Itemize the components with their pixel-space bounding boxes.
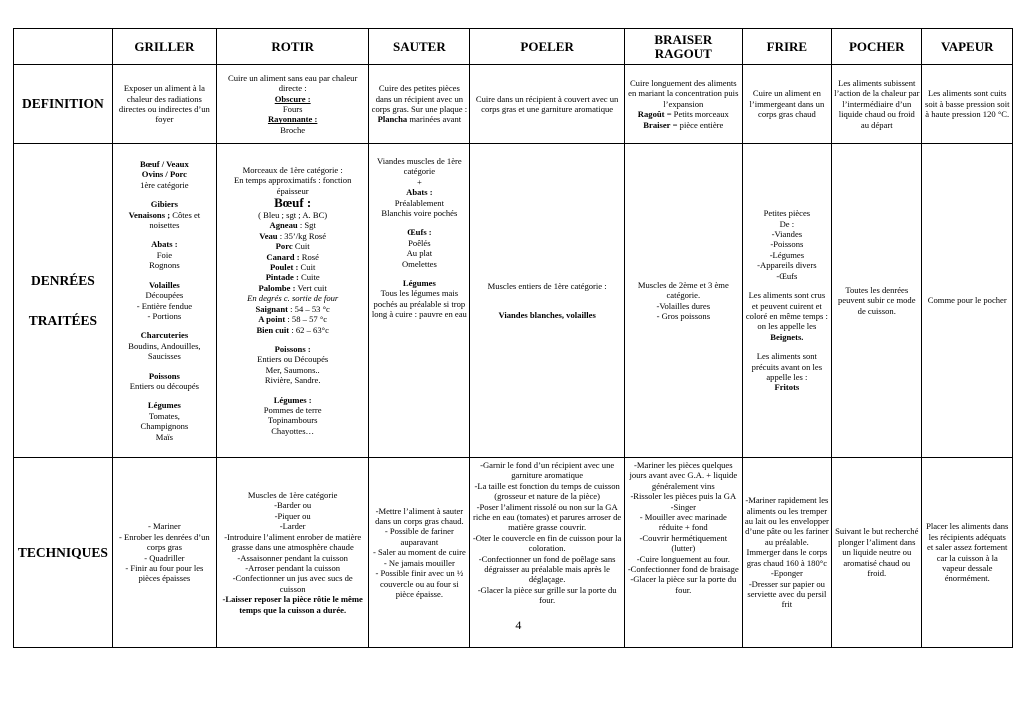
col-header-braiser bbox=[624, 29, 742, 65]
denrees-frire-precuits: Les aliments sont précuits avant on les appelle les : bbox=[751, 351, 823, 382]
denrees-sauter-auplat: Au plat bbox=[406, 248, 433, 259]
techniques-braiser bbox=[624, 458, 742, 648]
denrees-rotir-pintade-key: Pintade : bbox=[265, 272, 299, 283]
techniques-griller-item: - Enrober les denrées d’un corps gras bbox=[119, 531, 210, 553]
denrees-griller-gibiers: Gibiers bbox=[150, 199, 178, 210]
col-header-sauter: SAUTER bbox=[369, 29, 470, 65]
col-header-griller: GRILLER bbox=[112, 29, 216, 65]
techniques-sauter-item: - Possible de fariner auparavant bbox=[384, 526, 454, 547]
denrees-braiser-gros: - Gros poissons bbox=[656, 310, 711, 321]
denrees-rotir-veau-value: : 35’/kg Rosé bbox=[279, 230, 327, 241]
denrees-griller-tomates: Tomates, bbox=[148, 410, 180, 421]
denrees-sauter-poeles: Poêlés bbox=[408, 237, 431, 248]
definition-braiser-value: = pièce entière bbox=[672, 119, 724, 130]
denrees-rotir-porc-value: Cuit bbox=[294, 241, 310, 252]
denrees-sauter-blanchis: Blanchis voire pochés bbox=[381, 208, 458, 219]
techniques-braiser-item: - Mouiller avec marinade réduite + fond bbox=[639, 512, 727, 533]
denrees-rotir-riviere: Rivière, Sandre. bbox=[264, 375, 321, 386]
definition-sauter-plancha: Plancha bbox=[377, 114, 408, 125]
techniques-braiser-item: -Cuire longuement au four. bbox=[636, 553, 730, 564]
techniques-row bbox=[14, 458, 1013, 648]
denrees-sauter-viandes: Viandes muscles de 1ère catégorie bbox=[377, 156, 462, 177]
techniques-rotir-laisser: -Laisser reposer la pièce rôtie le même temps que la cuisson a durée. bbox=[222, 594, 363, 615]
denrees-sauter bbox=[369, 144, 470, 458]
techniques-rotir-muscles: Muscles de 1ère catégorie bbox=[247, 490, 338, 501]
denrees-frire-poissons: -Poissons bbox=[770, 239, 804, 250]
denrees-row bbox=[14, 144, 1013, 458]
denrees-sauter-abats: Abats : bbox=[406, 187, 433, 198]
techniques-sauter-item: -Mettre l’aliment à sauter dans un corps gras chaud. bbox=[375, 505, 464, 527]
row-header-denrees-line2: TRAITÉES bbox=[28, 312, 98, 328]
denrees-sauter-tous: Tous les légumes mais pochés au préalable si trop long à cuire : pauvre en eau bbox=[371, 288, 467, 320]
denrees-braiser bbox=[624, 144, 742, 458]
denrees-sauter-omelettes: Omelettes bbox=[401, 258, 437, 269]
techniques-rotir-piquer: -Piquer ou bbox=[274, 510, 311, 521]
denrees-griller-entiers: Entiers ou découpés bbox=[129, 380, 199, 391]
techniques-griller-item: - Mariner bbox=[148, 521, 181, 532]
denrees-griller-volailles: Volailles bbox=[149, 279, 180, 290]
denrees-griller-entiere: - Entière fendue bbox=[136, 300, 193, 311]
row-header-techniques: TECHNIQUES bbox=[14, 458, 113, 648]
denrees-griller-venaisons-value: Côtes et noisettes bbox=[149, 209, 201, 231]
definition-rotir-rayonnante: Rayonnante : bbox=[267, 114, 318, 125]
denrees-griller-venaisons-key: Venaisons ; bbox=[128, 209, 171, 220]
denrees-frire-petites: Petites pièces bbox=[763, 208, 811, 219]
techniques-braiser-item: -Couvrir hermétiquement (lutter) bbox=[639, 532, 728, 554]
denrees-rotir-chayottes: Chayottes… bbox=[271, 425, 315, 436]
techniques-pocher: Suivant le but recherché plonger l’aliment dans un liquide neutre ou aromatisé chaud ou froid. bbox=[832, 458, 922, 648]
techniques-rotir-confectionner: -Confectionner un jus avec sucs de cuisson bbox=[232, 573, 353, 594]
denrees-braiser-muscles: Muscles de 2ème et 3 ème catégorie. bbox=[637, 279, 729, 301]
denrees-rotir-pintade-value: Cuite bbox=[301, 272, 320, 283]
techniques-rotir-barder: -Barder ou bbox=[274, 500, 312, 511]
techniques-sauter-item: - Ne jamais mouiller bbox=[383, 557, 455, 568]
denrees-griller-rognons: Rognons bbox=[149, 260, 180, 271]
denrees-griller-foie: Foie bbox=[156, 249, 173, 260]
corner-cell bbox=[14, 29, 113, 65]
denrees-griller-boeuf-veaux: Bœuf / Veaux bbox=[140, 159, 189, 170]
row-header-definition: DEFINITION bbox=[14, 65, 113, 144]
col-header-frire: FRIRE bbox=[742, 29, 831, 65]
techniques-poeler-item: -Confectionner un fond de poêlage sans dégraisser au préalable mais après le déglaçage. bbox=[478, 553, 616, 585]
denrees-rotir-degres: En degrés c. sortie de four bbox=[247, 293, 339, 304]
denrees-frire-crus: Les aliments sont crus et peuvent cuirent et coloré en même temps : on les appelle les bbox=[745, 290, 828, 332]
col-header-braiser-line1: BRAISER bbox=[654, 31, 713, 47]
denrees-griller-boudins: Boudins, Andouilles, Saucisses bbox=[128, 340, 201, 362]
definition-braiser bbox=[624, 65, 742, 144]
denrees-griller-ovins-porc: Ovins / Porc bbox=[141, 169, 187, 180]
denrees-rotir-boeuf-detail: ( Bleu ; sgt ; A. BC) bbox=[258, 210, 328, 221]
denrees-rotir-apoint-value: : 58 – 57 °c bbox=[287, 314, 328, 325]
definition-vapeur: Les aliments sont cuits soit à basse pression soit à haute pression 120 °C. bbox=[922, 65, 1013, 144]
denrees-rotir-pommes: Pommes de terre bbox=[263, 404, 322, 415]
denrees-pocher: Toutes les denrées peuvent subir ce mode de cuisson. bbox=[832, 144, 922, 458]
denrees-frire-fritots: Fritots bbox=[774, 382, 800, 393]
denrees-rotir-poulet-value: Cuit bbox=[300, 262, 316, 273]
denrees-rotir-topinambours: Topinambours bbox=[267, 415, 318, 426]
definition-ragout-value: = Petits morceaux bbox=[666, 109, 729, 120]
denrees-poeler-muscles: Muscles entiers de 1ère catégorie : bbox=[487, 281, 607, 292]
denrees-rotir-veau-key: Veau bbox=[259, 230, 278, 241]
definition-poeler: Cuire dans un récipient à couvert avec un corps gras et une garniture aromatique bbox=[470, 65, 625, 144]
techniques-braiser-item: -Singer bbox=[670, 501, 696, 512]
denrees-rotir-saignant-value: : 54 – 53 °c bbox=[290, 303, 330, 314]
denrees-braiser-volailles: -Volailles dures bbox=[656, 300, 711, 311]
denrees-griller-charcuteries: Charcuteries bbox=[140, 330, 189, 341]
techniques-sauter bbox=[369, 458, 470, 648]
techniques-poeler-item: -Oter le couvercle en fin de cuisson pour la coloration. bbox=[472, 532, 622, 554]
techniques-griller bbox=[112, 458, 216, 648]
techniques-frire-item: Immerger dans le corps gras chaud 160 à 180°c bbox=[746, 547, 828, 568]
denrees-poeler bbox=[470, 144, 625, 458]
page-number: 4 bbox=[515, 618, 522, 632]
definition-rotir-broche: Broche bbox=[280, 124, 306, 135]
definition-braiser-key: Braiser bbox=[643, 119, 671, 130]
techniques-braiser-item: -Confectionner fond de braisage bbox=[627, 564, 739, 575]
definition-griller: Exposer un aliment à la chaleur des radiations directes ou indirectes d’un foyer bbox=[112, 65, 216, 144]
denrees-rotir-palombe-key: Palombe : bbox=[258, 282, 296, 293]
denrees-griller-premiere-cat: 1ère catégorie bbox=[140, 179, 189, 190]
techniques-braiser-item: -Rissoler les pièces puis la GA bbox=[630, 491, 737, 502]
techniques-sauter-item: - Saler au moment de cuire bbox=[372, 547, 466, 558]
techniques-poeler-item: -La taille est fonction du temps de cuisson (grosseur et nature de la pièce) bbox=[474, 480, 620, 502]
definition-rotir-obscure: Obscure : bbox=[274, 93, 311, 104]
denrees-frire bbox=[742, 144, 831, 458]
col-header-braiser-line2: RAGOUT bbox=[654, 45, 712, 61]
techniques-braiser-item: -Glacer la pièce sur la porte du four. bbox=[630, 574, 737, 595]
techniques-frire-item: -Eponger bbox=[770, 568, 803, 579]
col-header-vapeur: VAPEUR bbox=[922, 29, 1013, 65]
col-header-pocher: POCHER bbox=[832, 29, 922, 65]
definition-sauter bbox=[369, 65, 470, 144]
denrees-frire-viandes: -Viandes bbox=[771, 229, 803, 240]
techniques-poeler-item: -Garnir le fond d’un récipient avec une garniture aromatique bbox=[480, 460, 615, 481]
denrees-rotir-saignant-key: Saignant bbox=[255, 303, 288, 314]
col-header-rotir: ROTIR bbox=[216, 29, 368, 65]
header-row bbox=[14, 29, 1013, 65]
denrees-sauter-oeufs: Œufs : bbox=[407, 227, 432, 238]
definition-pocher: Les aliments subissent l’action de la chaleur par l’intermédiaire d’un liquide chaud ou froid au départ bbox=[832, 65, 922, 144]
denrees-rotir-legumes: Légumes : bbox=[273, 394, 312, 405]
techniques-frire bbox=[742, 458, 831, 648]
denrees-rotir-mer: Mer, Saumons.. bbox=[265, 364, 320, 375]
denrees-poeler-viandes: Viandes blanches, volailles bbox=[498, 309, 596, 320]
denrees-griller-portions: - Portions bbox=[147, 310, 182, 321]
denrees-griller-legumes: Légumes bbox=[147, 400, 181, 411]
denrees-griller bbox=[112, 144, 216, 458]
denrees-frire-legumes: -Légumes bbox=[769, 249, 805, 260]
denrees-rotir-canard-key: Canard : bbox=[266, 251, 300, 262]
denrees-griller-poissons: Poissons bbox=[148, 370, 180, 381]
definition-rotir bbox=[216, 65, 368, 144]
denrees-rotir-biencuit-key: Bien cuit bbox=[256, 324, 290, 335]
techniques-frire-item: -Mariner rapidement les aliments ou les tremper au lait ou les envelopper d’une pâte ou les fariner au préalable. bbox=[744, 495, 829, 547]
denrees-rotir-morceaux: Morceaux de 1ère catégorie : bbox=[242, 164, 343, 175]
definition-sauter-rest: marinées avant bbox=[409, 114, 462, 125]
techniques-rotir-assaisonner: -Assaisonner pendant la cuisson bbox=[237, 552, 348, 563]
definition-ragout-key: Ragoût bbox=[637, 109, 665, 120]
denrees-griller-champignons: Champignons bbox=[140, 421, 189, 432]
row-header-denrees-line1: DENRÉES bbox=[31, 272, 95, 288]
denrees-frire-beignets: Beignets. bbox=[770, 331, 804, 342]
denrees-sauter-prealablement: Préalablement bbox=[394, 197, 444, 208]
denrees-frire-de: De : bbox=[779, 218, 795, 229]
techniques-griller-item: - Quadriller bbox=[144, 552, 185, 563]
techniques-frire-item: -Dresser sur papier ou serviette avec du persil frit bbox=[747, 578, 827, 610]
denrees-griller-decoupees: Découpées bbox=[145, 290, 184, 301]
techniques-poeler-item: -Glacer la pièce sur grille sur la porte du four. bbox=[477, 584, 617, 606]
denrees-rotir-palombe-value: Vert cuit bbox=[297, 282, 327, 293]
techniques-sauter-item: - Possible finir avec un ½ couvercle ou au four si pièce épaisse. bbox=[375, 568, 464, 599]
row-header-denrees bbox=[14, 144, 113, 458]
definition-frire: Cuire un aliment en l’immergeant dans un corps gras chaud bbox=[742, 65, 831, 144]
techniques-poeler bbox=[470, 458, 625, 648]
denrees-griller-mais: Maïs bbox=[155, 431, 173, 442]
col-header-poeler: POELER bbox=[470, 29, 625, 65]
techniques-vapeur: Placer les aliments dans les récipients adéquats et saler assez fortement car la cuisson à la vapeur dessale énormément. bbox=[922, 458, 1013, 648]
denrees-sauter-legumes: Légumes bbox=[402, 278, 436, 289]
denrees-griller-abats: Abats : bbox=[151, 239, 178, 250]
definition-rotir-fours: Fours bbox=[282, 104, 303, 114]
techniques-rotir bbox=[216, 458, 368, 648]
techniques-braiser-item: -Mariner les pièces quelques jours avant avec G.A. + liquide généralement vins bbox=[629, 460, 738, 491]
denrees-rotir-canard-value: Rosé bbox=[301, 251, 319, 262]
denrees-rotir-apoint-key: A point bbox=[258, 314, 286, 325]
denrees-rotir-porc-key: Porc bbox=[275, 241, 293, 252]
denrees-frire-oeufs: -Œufs bbox=[776, 270, 798, 281]
denrees-rotir-entiers: Entiers ou Découpés bbox=[257, 354, 329, 365]
denrees-rotir-agneau-value: : Sgt bbox=[299, 220, 316, 231]
denrees-rotir bbox=[216, 144, 368, 458]
denrees-vapeur: Comme pour le pocher bbox=[922, 144, 1013, 458]
definition-row bbox=[14, 65, 1013, 144]
techniques-rotir-arroser: -Arroser pendant la cuisson bbox=[245, 562, 341, 573]
denrees-rotir-agneau-key: Agneau bbox=[269, 220, 298, 231]
denrees-frire-appareils: -Appareils divers bbox=[757, 260, 817, 271]
definition-braiser-text: Cuire longuement des aliments en mariant la concentration puis l’expansion bbox=[628, 77, 739, 109]
techniques-poeler-item: -Poser l’aliment rissolé ou non sur la GA riche en eau (tomates) et parures arroser de matière grasse couvrir. bbox=[473, 501, 622, 533]
denrees-rotir-poissons: Poissons : bbox=[274, 343, 311, 354]
definition-sauter-text: Cuire des petites pièces dans un récipient avec un corps gras. Sur une plaque : bbox=[371, 83, 468, 114]
definition-rotir-text: Cuire un aliment sans eau par chaleur directe : bbox=[228, 72, 358, 94]
denrees-sauter-plus: + bbox=[416, 176, 422, 187]
denrees-rotir-biencuit-value: : 62 – 63°c bbox=[291, 324, 329, 335]
techniques-rotir-introduire: -Introduire l’aliment enrober de matière grasse dans une atmosphère chaude bbox=[224, 531, 362, 553]
denrees-rotir-temps: En temps approximatifs : fonction épaisseur bbox=[233, 175, 352, 196]
cooking-methods-table bbox=[13, 28, 1013, 648]
techniques-rotir-larder: -Larder bbox=[279, 521, 306, 532]
denrees-rotir-boeuf: Bœuf : bbox=[274, 195, 312, 211]
denrees-rotir-poulet-key: Poulet : bbox=[269, 262, 299, 273]
techniques-griller-item: - Finir au four pour les pièces épaisses bbox=[125, 562, 204, 584]
